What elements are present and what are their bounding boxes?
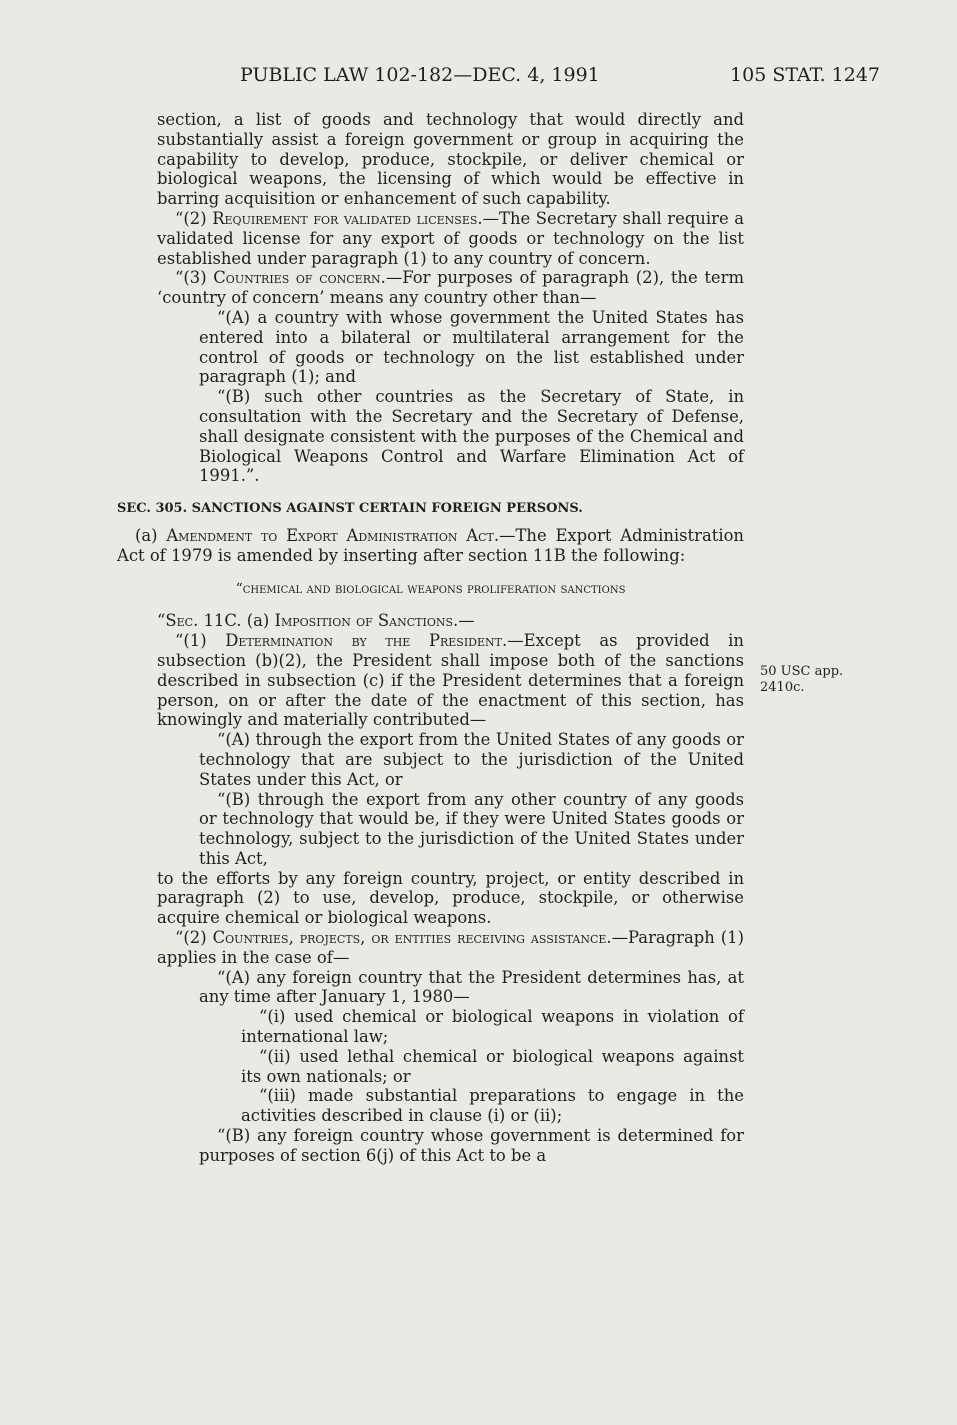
clause: “(ii) used lethal chemical or biological weapons against its own nationals; or [241,1046,744,1086]
paragraph [117,928,744,968]
paragraph [117,631,744,730]
subparagraph: “(B) through the export from any other country of any goods or technology that would be, if they were United States goods or technology, subject to the jurisdiction of the United States under this Act, [199,789,744,868]
paragraph: to the efforts by any foreign country, project, or entity described in paragraph (2) to use, develop, produce, stockpile, or otherwise acquire chemical or biological weapons. [157,868,744,928]
paragraph-text: —The Secretary shall require a validated license for any export of goods or technology on the list established under paragraph (1) to any country of concern. [157,208,744,268]
paragraph-number: “(3) [175,268,214,288]
paragraph-heading: Imposition of Sanctions. [274,611,459,631]
subparagraph: “(B) such other countries as the Secretary of State, in consultation with the Secretary and the Secretary of Defense, shall designate consistent with the purposes of the Chemical and Biological Weapons Control and Warfare Elimination Act of 1991.”. [199,387,744,486]
paragraph [117,611,744,631]
paragraph [117,268,744,308]
paragraph-number: “(1) [175,631,226,651]
paragraph-text: —For purposes of paragraph (2), the term ‘country of concern’ means any country other than— [157,268,744,308]
paragraph-text: —Paragraph (1) applies in the case of— [157,928,745,967]
paragraph-text: —Except as provided in subsection (b)(2), the President shall impose both of the sanctions described in subsection (c) if the President determines that a foreign person, on or after the date of the enactment of this section, has knowingly and materially contributed— [157,631,744,730]
paragraph-heading: Amendment to Export Administration Act. [166,525,500,545]
centered-heading: “chemical and biological weapons proliferation sanctions [235,580,626,597]
margin-citation-line: 50 USC app. [760,664,844,679]
subparagraph: “(A) any foreign country that the President determines has, at any time after January 1, 1980— [199,967,744,1007]
quote-mark: “ [157,611,166,631]
section-number: 11C. (a) [198,611,275,631]
paragraph-text: —The Export Administration Act of 1979 is amended by inserting after section 11B the following: [117,525,744,565]
margin-citation [760,664,870,696]
paragraph-heading: Countries of concern. [213,268,386,288]
paragraph [117,526,744,566]
paragraph-number: “(2) [175,208,213,228]
subparagraph: “(A) through the export from the United States of any goods or technology that are subject to the jurisdiction of the United States under this Act, or [199,730,744,789]
subparagraph: “(A) a country with whose government the United States has entered into a bilateral or multilateral arrangement for the control of goods or technology on the list established under paragraph (1); and [199,307,744,387]
subparagraph: “(B) any foreign country whose government is determined for purposes of section 6(j) of this Act to be a [199,1126,744,1165]
paragraph-heading: Countries, projects, or entities receiving assistance. [212,928,612,948]
page-header [240,64,880,92]
clause: “(i) used chemical or biological weapons in violation of international law; [241,1007,744,1047]
paragraph-text: — [458,611,475,631]
paragraph: section, a list of goods and technology that would directly and substantially assist a foreign government or group in acquiring the capability to develop, produce, stockpile, or deliver chemical or biological weapons, the licensing of which would be effective in barring acquisition or enhancement of such capability. [157,110,744,209]
paragraph-heading: Requirement for validated licenses. [212,208,483,228]
paragraph-number: (a) [135,525,167,545]
sec-label: Sec. [165,611,199,631]
paragraph-number: “(2) [175,928,213,948]
clause: “(iii) made substantial preparations to engage in the activities described in clause (i) or (ii); [241,1086,744,1126]
section-heading: SEC. 305. SANCTIONS AGAINST CERTAIN FOREIGN PERSONS. [117,501,583,517]
margin-citation-line: 2410c. [760,680,805,695]
paragraph-heading: Determination by the President. [225,631,508,651]
header-stat-page: 105 STAT. 1247 [730,64,880,86]
statute-body [117,110,744,1166]
header-public-law: PUBLIC LAW 102-182—DEC. 4, 1991 [240,64,600,86]
paragraph [117,209,744,268]
